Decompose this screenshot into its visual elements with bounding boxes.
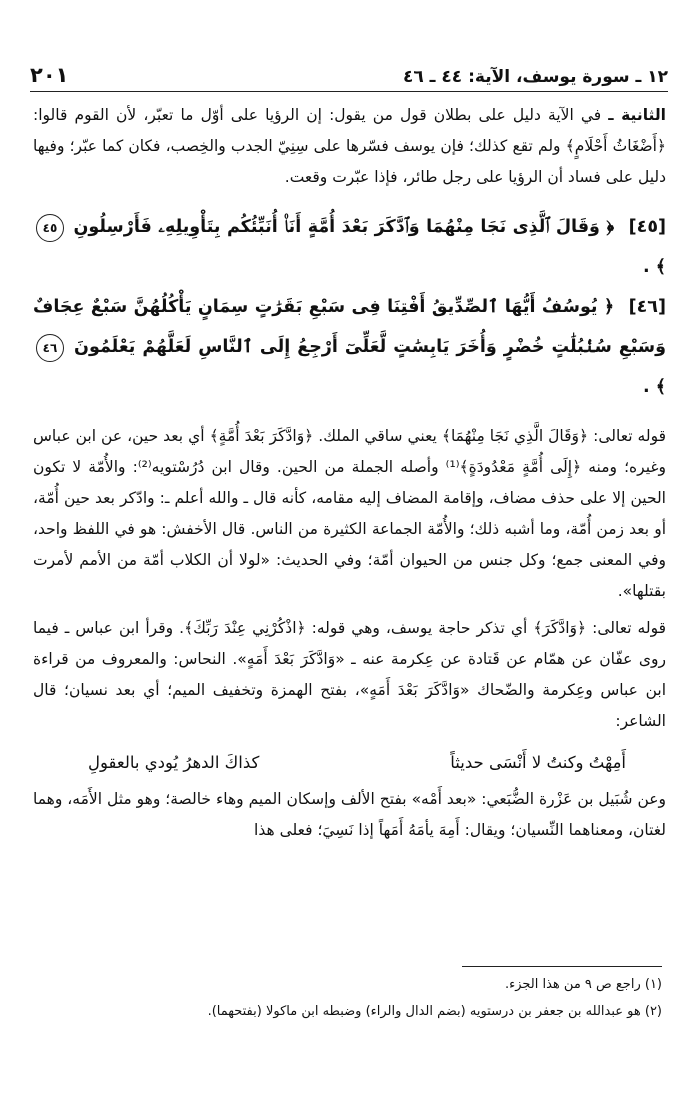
poem-verse bbox=[33, 743, 666, 784]
verse-45-number: [٤٥] bbox=[628, 217, 667, 237]
verse-45 bbox=[33, 207, 666, 287]
page-number: ٢٠١ bbox=[30, 63, 69, 87]
paragraph-commentary-3: وعن شُبَيل بن عَزْرة الضُّبَعي: «بعد أَمْه» بفتح الألف وإسكان الميم وهاء خالصة؛ وهو مثل الأَمَه، وهما لغتان، ومعناهما النِّسيان؛ ويقال: أَمِهَ يأمَهُ أَمَهاً إذا نَسِيَ؛ فعلى هذا bbox=[33, 790, 666, 839]
main-text bbox=[33, 100, 666, 852]
footnote-1: (١) راجع ص ٩ من هذا الجزء. bbox=[504, 977, 662, 992]
quran-verses-block bbox=[33, 207, 666, 407]
verse-close: ﴾ . bbox=[643, 377, 666, 397]
verse-46 bbox=[33, 287, 666, 407]
verse-end-marker: ٤٥ bbox=[36, 214, 64, 242]
running-head: ١٢ ـ سورة يوسف، الآية: ٤٤ ـ ٤٦ bbox=[403, 67, 668, 87]
verse-46-text: ﴿ يُوسُفُ أَيُّهَا ٱلصِّدِّيقُ أَفْتِنَا فِى سَبْعِ بَقَرَٰتٍ سِمَانٍ يَأْكُلُهُنَّ سَبْعٌ عِجَافٌ وَسَبْعِ سُنۢبُلَٰتٍ خُضْرٍ وَأُخَرَ يَابِسَٰتٍ لَّعَلِّىٓ أَرْجِعُ إِلَى ٱلنَّاسِ لَعَلَّهُمْ يَعْلَمُونَ bbox=[33, 297, 667, 357]
verse-45-text: ﴿ وَقَالَ ٱلَّذِى نَجَا مِنْهُمَا وَٱدَّكَرَ بَعْدَ أُمَّةٍ أَنَا۠ أُنَبِّئُكُم بِتَأْوِيلِهِۦ فَأَرْسِلُونِ bbox=[73, 217, 615, 237]
page-header bbox=[30, 58, 668, 92]
paragraph-commentary-1: قوله تعالى: ﴿وَقَالَ الَّذِي نَجَا مِنْهُمَا﴾ يعني ساقي الملك. ﴿وَادَّكَرَ بَعْدَ أُمَّةٍ﴾ أي بعد حين، عن ابن عباس وغيره؛ ومنه ﴿إِلَى أُمَّةٍ مَعْدُودَةٍ﴾⁽¹⁾ وأصله الجملة من الحين. وقال ابن دُرُسْتويه⁽²⁾: والأُمّة لا تكون الحين إلا على حذف مضاف، وإقامة المضاف إليه مقامه، كأنه قال ـ والله أعلم ـ: وادّكر بعد حين أُمّة، أو بعد زمن أُمّة، وما أشبه ذلك؛ والأُمّة الجماعة الكثيرة من الناس. قال الأخفش: هو في اللفظ واحد، وفي المعنى جمع؛ وكل جنس من الحيوان أمّة؛ وفي الحديث: «لولا أن الكلاب أمّة من الأمم لأمرت بقتلها». bbox=[33, 427, 666, 600]
footnote-2: (٢) هو عبدالله بن جعفر بن درستويه (بضم الدال والراء) وضبطه ابن ماكولا (بفتحهما). bbox=[207, 1004, 662, 1019]
verse-close: ﴾ . bbox=[643, 257, 666, 277]
paragraph-text: في الآية دليل على بطلان قول من يقول: إن الرؤيا على أوّل ما تعبّر، لأن القوم قالوا: ﴿أَضْغَاثُ أَحْلَامٍ﴾ ولم تقع كذلك؛ فإن يوسف فسّرها على سِنِيّ الجدب والخِصب، فكان كما عبّر؛ وفيها دليل على فساد أن الرؤيا على رجل طائر، فإذا عبّرت وقعت. bbox=[33, 106, 666, 186]
poem-first-hemistich: أَمِهْتُ وكنتُ لا أَنْسَى حديثاً bbox=[450, 753, 626, 772]
paragraph-lead: الثانية ـ bbox=[608, 106, 666, 124]
footnotes bbox=[36, 966, 662, 1025]
verse-46-number: [٤٦] bbox=[628, 297, 666, 317]
poem-second-hemistich: كذاكَ الدهرُ يُودي بالعقولِ bbox=[88, 753, 260, 772]
paragraph-second-point bbox=[33, 100, 666, 193]
verse-end-marker: ٤٦ bbox=[36, 334, 64, 362]
paragraph-commentary-2: قوله تعالى: ﴿وَادَّكَرَ﴾ أي تذكر حاجة يوسف، وهي قوله: ﴿اذْكُرْنِي عِنْدَ رَبِّكَ﴾. وقرأ ابن عباس ـ فيما روى عفّان عن همّام عن قَتادة عن عِكرمة عنه ـ «وَادَّكَرَ بَعْدَ أَمَهٍ». النحاس: والمعروف من قراءة ابن عباس وعِكرمة والضّحاك «وَادَّكَرَ بَعْدَ أَمَهٍ»، بفتح الهمزة وتخفيف الميم؛ أي بعد نسيان؛ قال الشاعر: bbox=[33, 619, 666, 730]
footnote-divider bbox=[462, 966, 662, 967]
